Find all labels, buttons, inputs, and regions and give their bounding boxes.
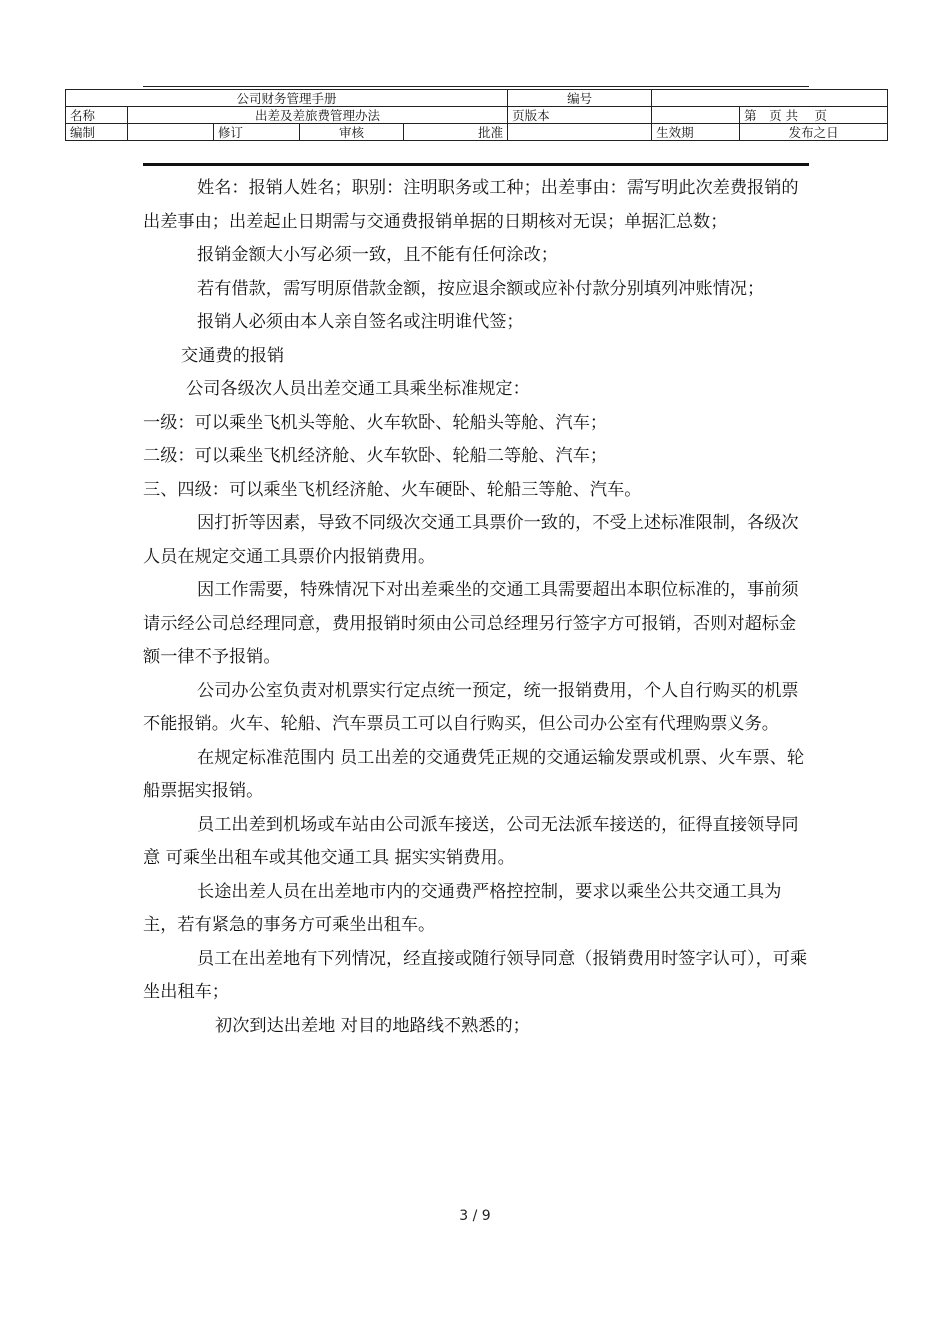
paragraph: 因工作需要，特殊情况下对出差乘坐的交通工具需要超出本职位标准的，事前须请示经公司总经理同意，费用报销时须由公司总经理另行签字方可报销，否则对超标金额一律不予报销。: [143, 580, 799, 667]
paragraph: 因打折等因素，导致不同级次交通工具票价一致的，不受上述标准限制，各级次人员在规定交通工具票价内报销费用。: [143, 513, 799, 567]
paragraph: 员工出差到机场或车站由公司派车接送，公司无法派车接送的，征得直接领导同意 可乘坐出租车或其他交通工具 据实实销费用。: [143, 814, 799, 868]
approve-label: 批准: [404, 124, 508, 141]
revise-label: 修订: [214, 124, 300, 141]
number-label: 编号: [508, 90, 652, 107]
page-number: 3 / 9: [459, 1208, 491, 1224]
editor-value: [128, 124, 214, 141]
paragraph: 长途出差人员在出差地市内的交通费严格控控制，要求以乘坐公共交通工具为主，若有紧急的事务方可乘坐出租车。: [143, 881, 782, 935]
effective-label: 生效期: [652, 124, 740, 141]
paragraph: 在规定标准范围内 员工出差的交通费凭正规的交通运输发票或机票、火车票、轮船票据实报销。: [143, 747, 805, 801]
header-row-1: [66, 90, 888, 107]
paragraph: 报销金额大小写必须一致，且不能有任何涂改；: [197, 245, 558, 265]
editor-label: 编制: [66, 124, 128, 141]
document-body: [143, 172, 813, 1043]
header-top-rule: [143, 86, 809, 87]
page-info: 第 页 共 页: [740, 107, 888, 124]
number-value: [652, 90, 888, 107]
approve-value: [508, 124, 652, 141]
document-header-table: [65, 89, 888, 141]
list-item: 一级：可以乘坐飞机头等舱、火车软卧、轮船头等舱、汽车；: [143, 412, 608, 433]
version-label: 页版本: [508, 107, 652, 124]
header-row-3: [66, 124, 888, 141]
paragraph: 初次到达出差地 对目的地路线不熟悉的；: [215, 1015, 530, 1036]
name-label: 名称: [66, 107, 128, 124]
list-item: 三、四级：可以乘坐飞机经济舱、火车硬卧、轮船三等舱、汽车。: [143, 479, 642, 500]
review-label: 审核: [300, 124, 404, 141]
effective-value: 发布之日: [740, 124, 888, 141]
list-item: 二级：可以乘坐飞机经济舱、火车软卧、轮船二等舱、汽车；: [143, 446, 608, 466]
paragraph: 员工在出差地有下列情况，经直接或随行领导同意（报销费用时签字认可），可乘坐出租车；: [143, 948, 808, 1002]
paragraph: 公司办公室负责对机票实行定点统一预定，统一报销费用，个人自行购买的机票不能报销。火车、轮船、汽车票员工可以自行购买，但公司办公室有代理购票义务。: [143, 680, 799, 734]
section-heading: 交通费的报销: [181, 345, 285, 366]
document-title: 出差及差旅费管理办法: [128, 107, 508, 124]
paragraph: 若有借款，需写明原借款金额，按应退余额或应补付款分别填列冲账情况；: [197, 278, 765, 299]
header-bottom-rule: [143, 163, 809, 166]
version-value: [652, 107, 740, 124]
manual-title: 公司财务管理手册: [66, 90, 508, 107]
paragraph: 公司各级次人员出差交通工具乘坐标准规定：: [186, 379, 530, 399]
paragraph: 姓名：报销人姓名；职别：注明职务或工种；出差事由：需写明此次差费报销的出差事由；出差起止日期需与交通费报销单据的日期核对无误；单据汇总数；: [143, 178, 799, 232]
paragraph: 报销人必须由本人亲自签名或注明谁代签；: [197, 312, 524, 332]
header-row-2: [66, 107, 888, 124]
